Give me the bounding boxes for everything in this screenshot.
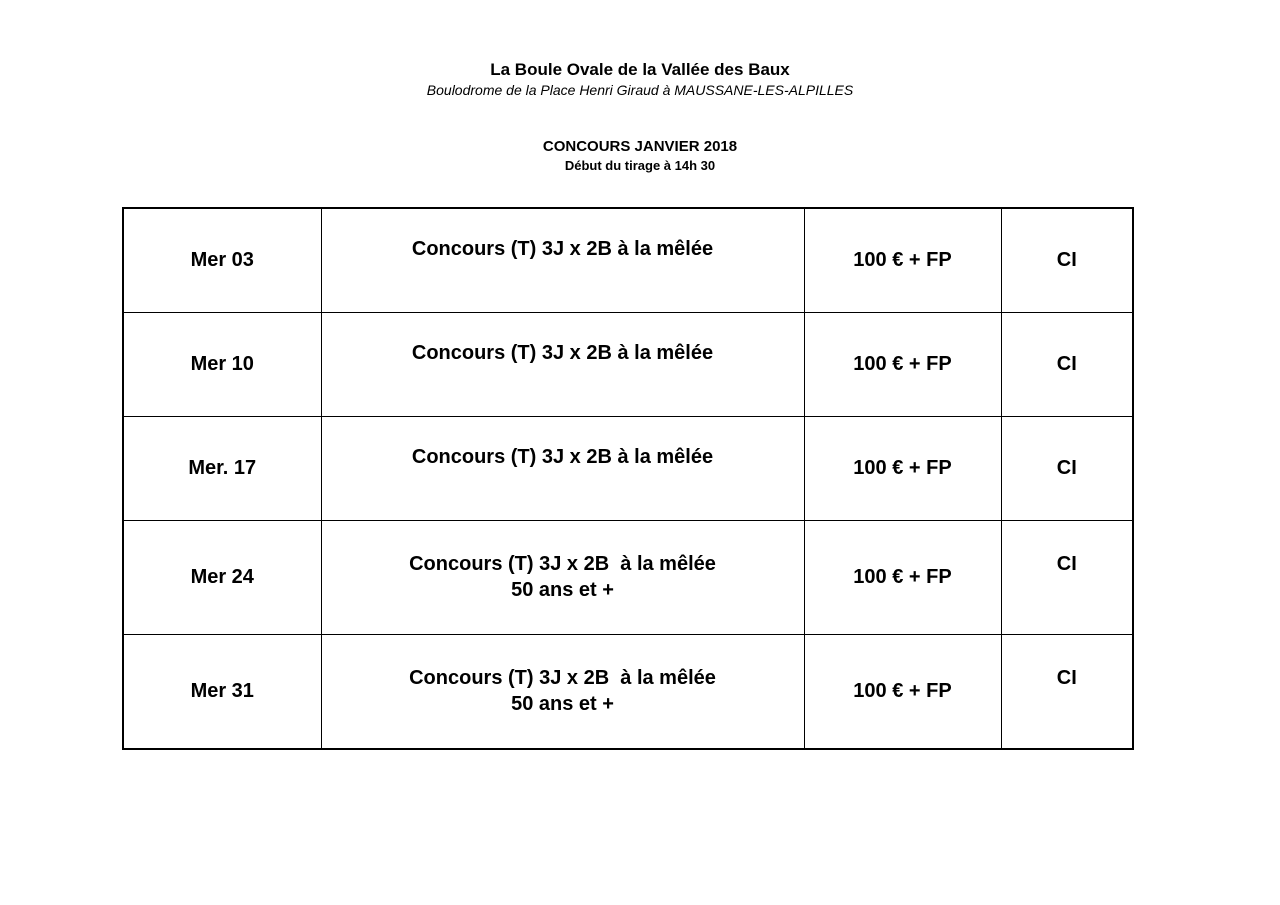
table-row [123,313,1133,417]
type-cell [1001,635,1133,750]
description-line: Concours (T) 3J x 2B à la mêlée [411,446,714,468]
date-cell: Mer 24 [123,521,321,635]
prize-cell: 100 € + FP [804,417,1001,521]
date-cell: Mer 31 [123,635,321,750]
description-cell [321,417,804,521]
type-cell: CI [1001,313,1133,417]
date-cell: Mer 03 [123,208,321,313]
description-line: Concours (T) 3J x 2B à la mêlée [409,667,716,689]
date-cell: Mer. 17 [123,417,321,521]
draw-time: Début du tirage à 14h 30 [564,158,716,173]
description-cell [321,521,804,635]
prize-cell: 100 € + FP [804,313,1001,417]
description-line: Concours (T) 3J x 2B à la mêlée [409,553,716,575]
type-cell: CI [1001,208,1133,313]
table-row [123,521,1133,635]
table-row [123,635,1133,750]
venue-subtitle: Boulodrome de la Place Henri Giraud à MAUSSANE-LES-ALPILLES [426,82,854,98]
description-cell [321,208,804,313]
prize-cell: 100 € + FP [804,521,1001,635]
type-label: CI [1056,667,1077,689]
table-row [123,417,1133,521]
description-line-2: 50 ans et + [511,579,614,601]
prize-cell: 100 € + FP [804,635,1001,750]
contest-title: CONCOURS JANVIER 2018 [542,138,738,155]
description-line: Concours (T) 3J x 2B à la mêlée [411,238,714,260]
type-cell: CI [1001,417,1133,521]
schedule-table [122,207,1134,750]
date-cell: Mer 10 [123,313,321,417]
description-cell [321,313,804,417]
type-label: CI [1056,553,1077,575]
description-line-2: 50 ans et + [511,693,614,715]
description-line: Concours (T) 3J x 2B à la mêlée [411,342,714,364]
club-name: La Boule Ovale de la Vallée des Baux [490,60,790,79]
description-cell [321,635,804,750]
prize-cell: 100 € + FP [804,208,1001,313]
table-row [123,208,1133,313]
type-cell [1001,521,1133,635]
